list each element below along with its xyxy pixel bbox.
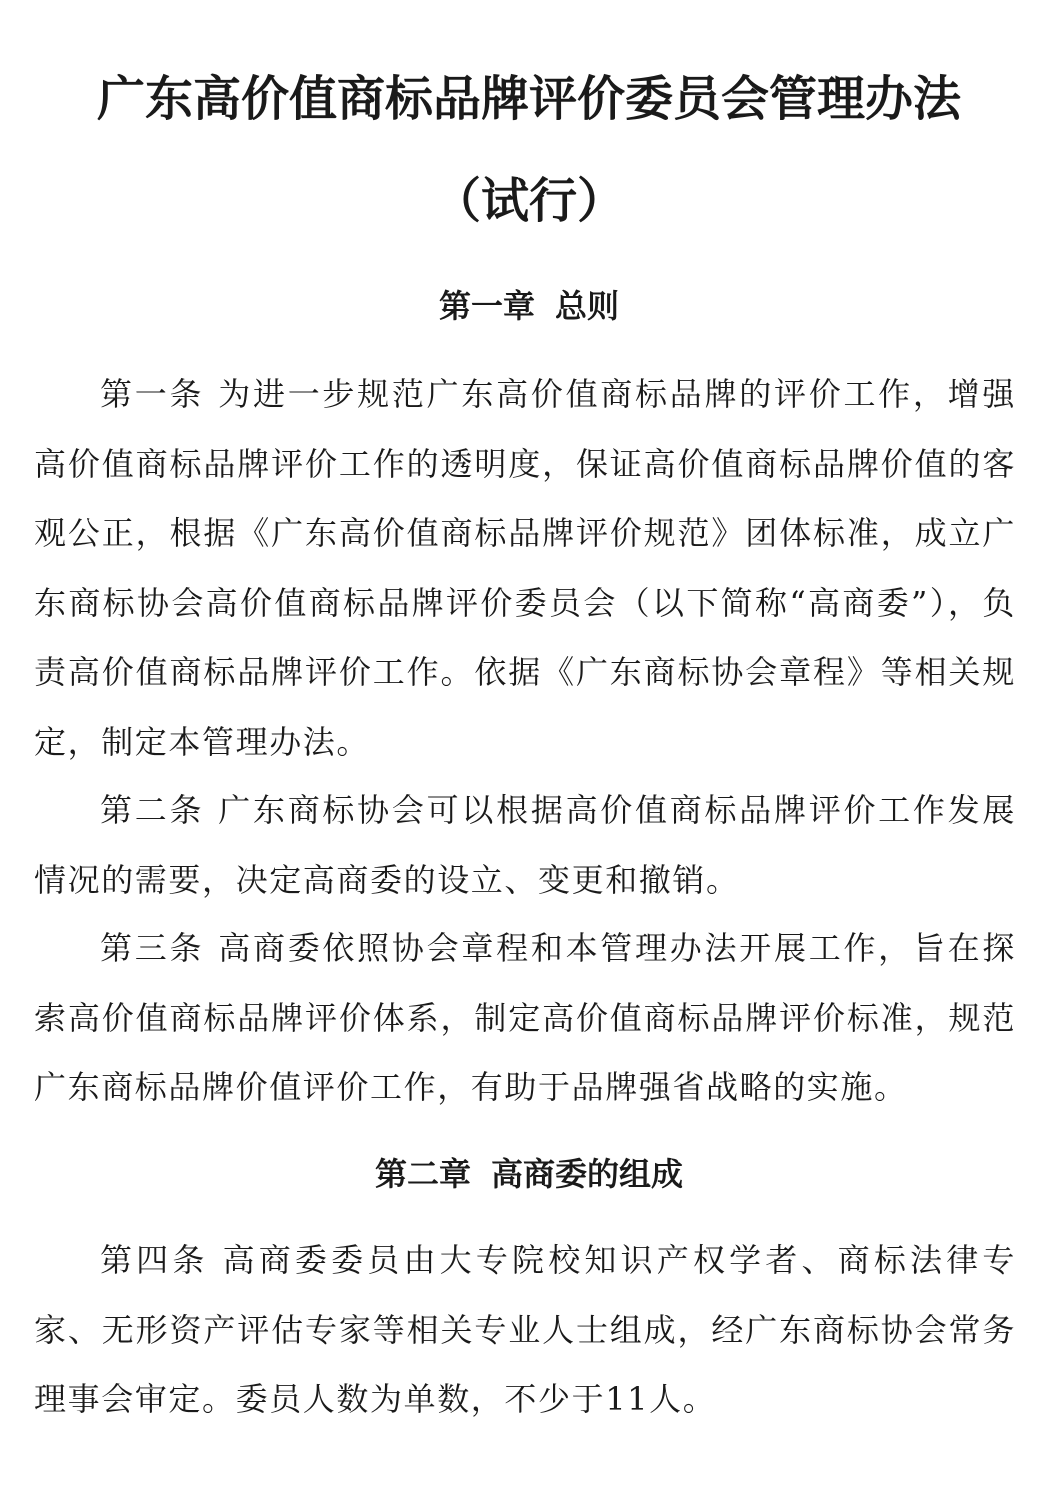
chapter-label: 第一章: [438, 287, 535, 325]
chapter-heading-2: [0, 1154, 1058, 1194]
article-text: 高商委依照协会章程和本管理办法开展工作，旨在探索高价值商标品牌评价体系，制定高价值商标品牌评价标准，规范广东商标品牌价值评价工作，有助于品牌强省战略的实施。: [34, 929, 1016, 1106]
article-2: [34, 776, 1016, 915]
article-3: [34, 914, 1016, 1123]
document-subtitle: （试行）: [432, 173, 625, 229]
document-title: 广东高价值商标品牌评价委员会管理办法: [96, 71, 961, 127]
article-label: 第二条: [100, 791, 205, 829]
article-label: 第一条: [100, 375, 205, 413]
article-1: [34, 360, 1016, 777]
article-label: 第四条: [100, 1241, 209, 1279]
article-label: 第三条: [100, 929, 205, 967]
chapter-name: 高商委的组成: [491, 1155, 684, 1193]
chapter-name: 总则: [555, 287, 620, 325]
article-text: 为进一步规范广东高价值商标品牌的评价工作，增强高价值商标品牌评价工作的透明度，保证高价值商标品牌价值的客观公正，根据《广东高价值商标品牌评价规范》团体标准，成立广东商标协会高价值商标品牌评价委员会（以下简称“高商委”），负责高价值商标品牌评价工作。依据《广东商标协会章程》等相关规定，制定本管理办法。: [34, 375, 1016, 761]
article-4: [34, 1226, 1016, 1435]
article-text: 高商委委员由大专院校知识产权学者、商标法律专家、无形资产评估专家等相关专业人士组成，经广东商标协会常务理事会审定。委员人数为单数，不少于11人。: [34, 1241, 1016, 1418]
article-text: 广东商标协会可以根据高价值商标品牌评价工作发展情况的需要，决定高商委的设立、变更和撤销。: [34, 791, 1016, 899]
chapter-label: 第二章: [374, 1155, 471, 1193]
chapter-heading-1: [0, 286, 1058, 326]
